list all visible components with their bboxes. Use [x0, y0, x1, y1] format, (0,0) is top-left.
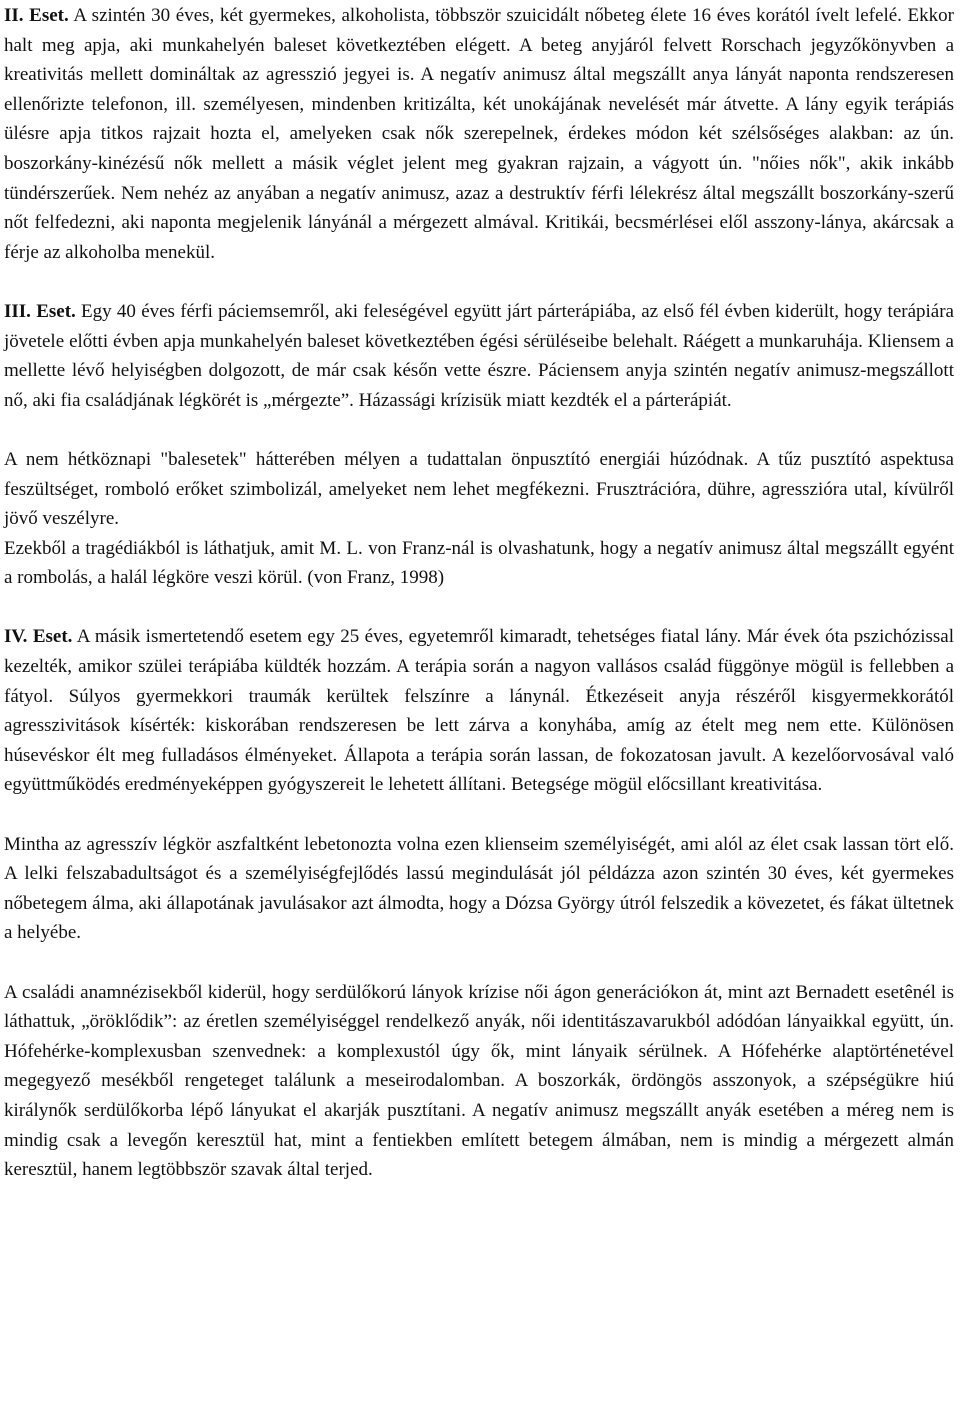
reflection-paragraph-1: A nem hétköznapi "balesetek" hátterében mélyen a tudattalan önpusztító energiái húzódnak. A tűz pusztító aspektusa feszültséget, romboló erőket szimbolizál, amelyeket nem lehet megfékezni. Frusztrációra, dühre, agresszióra utal, kívülről jövő veszélyre.: [4, 448, 954, 530]
case2-paragraph: [4, 1, 954, 267]
case4-heading: IV. Eset.: [4, 626, 73, 648]
reflection-paragraph-2: Ezekből a tragédiákból is láthatjuk, amit M. L. von Franz-nál is olvashatunk, hogy a negatív animusz által megszállt egyént a rombolás, a halál légköre veszi körül. (von Franz, 1998): [4, 537, 954, 589]
case3-text: Egy 40 éves férfi páciemsemről, aki feleségével együtt járt párterápiába, az első fél évben kiderült, hogy terápiára jövetele előtti évben apja munkahelyén baleset következtében égési sérüléseibe belehalt. Ráégett a munkaruhája. Kliensem a mellette lévő helyiségben dolgozott, de már csak későn vette észre. Páciensem anyja szintén negatív animusz-megszállott nő, aki fia családjának légkörét is „mérgezte”. Házassági krízisük miatt kezdték el a párterápiát.: [4, 300, 954, 411]
case2-text: A szintén 30 éves, két gyermekes, alkoholista, többször szuicidált nőbeteg élete 16 éves korától ívelt lefelé. Ekkor halt meg apja, aki munkahelyén baleset következtében elégett. A beteg anyjáról felvett Rorschach jegyzőkönyvben a kreativitás mellett domináltak az agresszió jegyei is. A negatív animusz által megszállt anya lányát naponta rendszeresen ellenőrizte telefonon, ill. személyesen, mindenben kritizálta, két unokájának nevelését már átvette. A lány egyik terápiás ülésre apja titkos rajzait hozta el, amelyeken csak nők szerepelnek, érdekes módon két szélsőséges alakban: az ún. boszorkány-kinézésű nők mellett a másik véglet jelent meg gyakran rajzain, a vágyott ún. "nőies nők", akik inkább tündérszerűek. Nem nehéz az anyában a negatív animusz, azaz a destruktív férfi lélekrész által megszállt boszorkány-szerű nőt felfedezni, aki naponta megjelenik lányánál a mérgezett almával. Kritikái, becsmérlései elől asszony-lánya, akárcsak a férje az alkoholba menekül.: [4, 5, 954, 263]
summary-paragraph-2: A családi anamnézisekből kiderül, hogy serdülőkorú lányok krízise női ágon generációkon át, mint azt Bernadett esetênél is láthattuk, „öröklődik”: az éretlen személyiséggel rendelkező anyák, női identitászavarukból adódóan lányaikkal együtt, ún. Hófehérke-komplexusban szenvednek: a komplexustól úgy ők, mint lányaik sérülnek. A Hófehérke alaptörténetével megegyező mesékből rengeteget találunk a meseirodalomban. A boszorkák, ördöngös asszonyok, a szépségükre hiú királynők serdülőkorba lépő lányukat el akarják pusztítani. A negatív animusz megszállt anyák esetében a méreg nem is mindig csak a levegőn keresztül hat, mint a fentiekben említett betegem álmában, nem is mindig a mérgezett almán keresztül, hanem legtöbbször szavak által terjed.: [4, 981, 954, 1181]
case4-paragraph: [4, 622, 954, 800]
case3-paragraph: [4, 297, 954, 415]
summary-paragraph-1: Mintha az agresszív légkör aszfaltként lebetonozta volna ezen klienseim személyiségét, ami alól az élet csak lassan tört elő. A lelki felszabadultságot és a személyiségfejlődés lassú megindulását jól példázza azon szintén 30 éves, két gyermekes nőbetegem álma, aki állapotának javulásakor azt álmodta, hogy a Dózsa György útról felszedik a kövezetet, és fákat ültetnek a helyébe.: [4, 833, 954, 944]
case2-heading: II. Eset.: [4, 5, 69, 26]
case4-text: A másik ismertetendő esetem egy 25 éves, egyetemről kimaradt, tehetséges fiatal lány. Már évek óta pszichózissal kezelték, amikor szülei terápiába küldték hozzám. A terápia során a nagyon vallásos család függönye mögül is fellebben a fátyol. Súlyos gyermekkori traumák kerültek felszínre a lánynál. Étkezéseit anyja részéről kisgyermekkorától agresszivitások kísérték: kiskorában rendszeresen be lett zárva a konyhába, amíg az ételt meg nem ette. Különösen húsevéskor élt meg fulladásos élményeket. Állapota a terápia során lassan, de fokozatosan javult. A kezelőorvosával való együttműködés eredményeképpen gyógyszereit le lehetett állítani. Betegsége mögül előcsillant kreativitása.: [4, 626, 954, 796]
case3-heading: III. Eset.: [4, 300, 76, 322]
